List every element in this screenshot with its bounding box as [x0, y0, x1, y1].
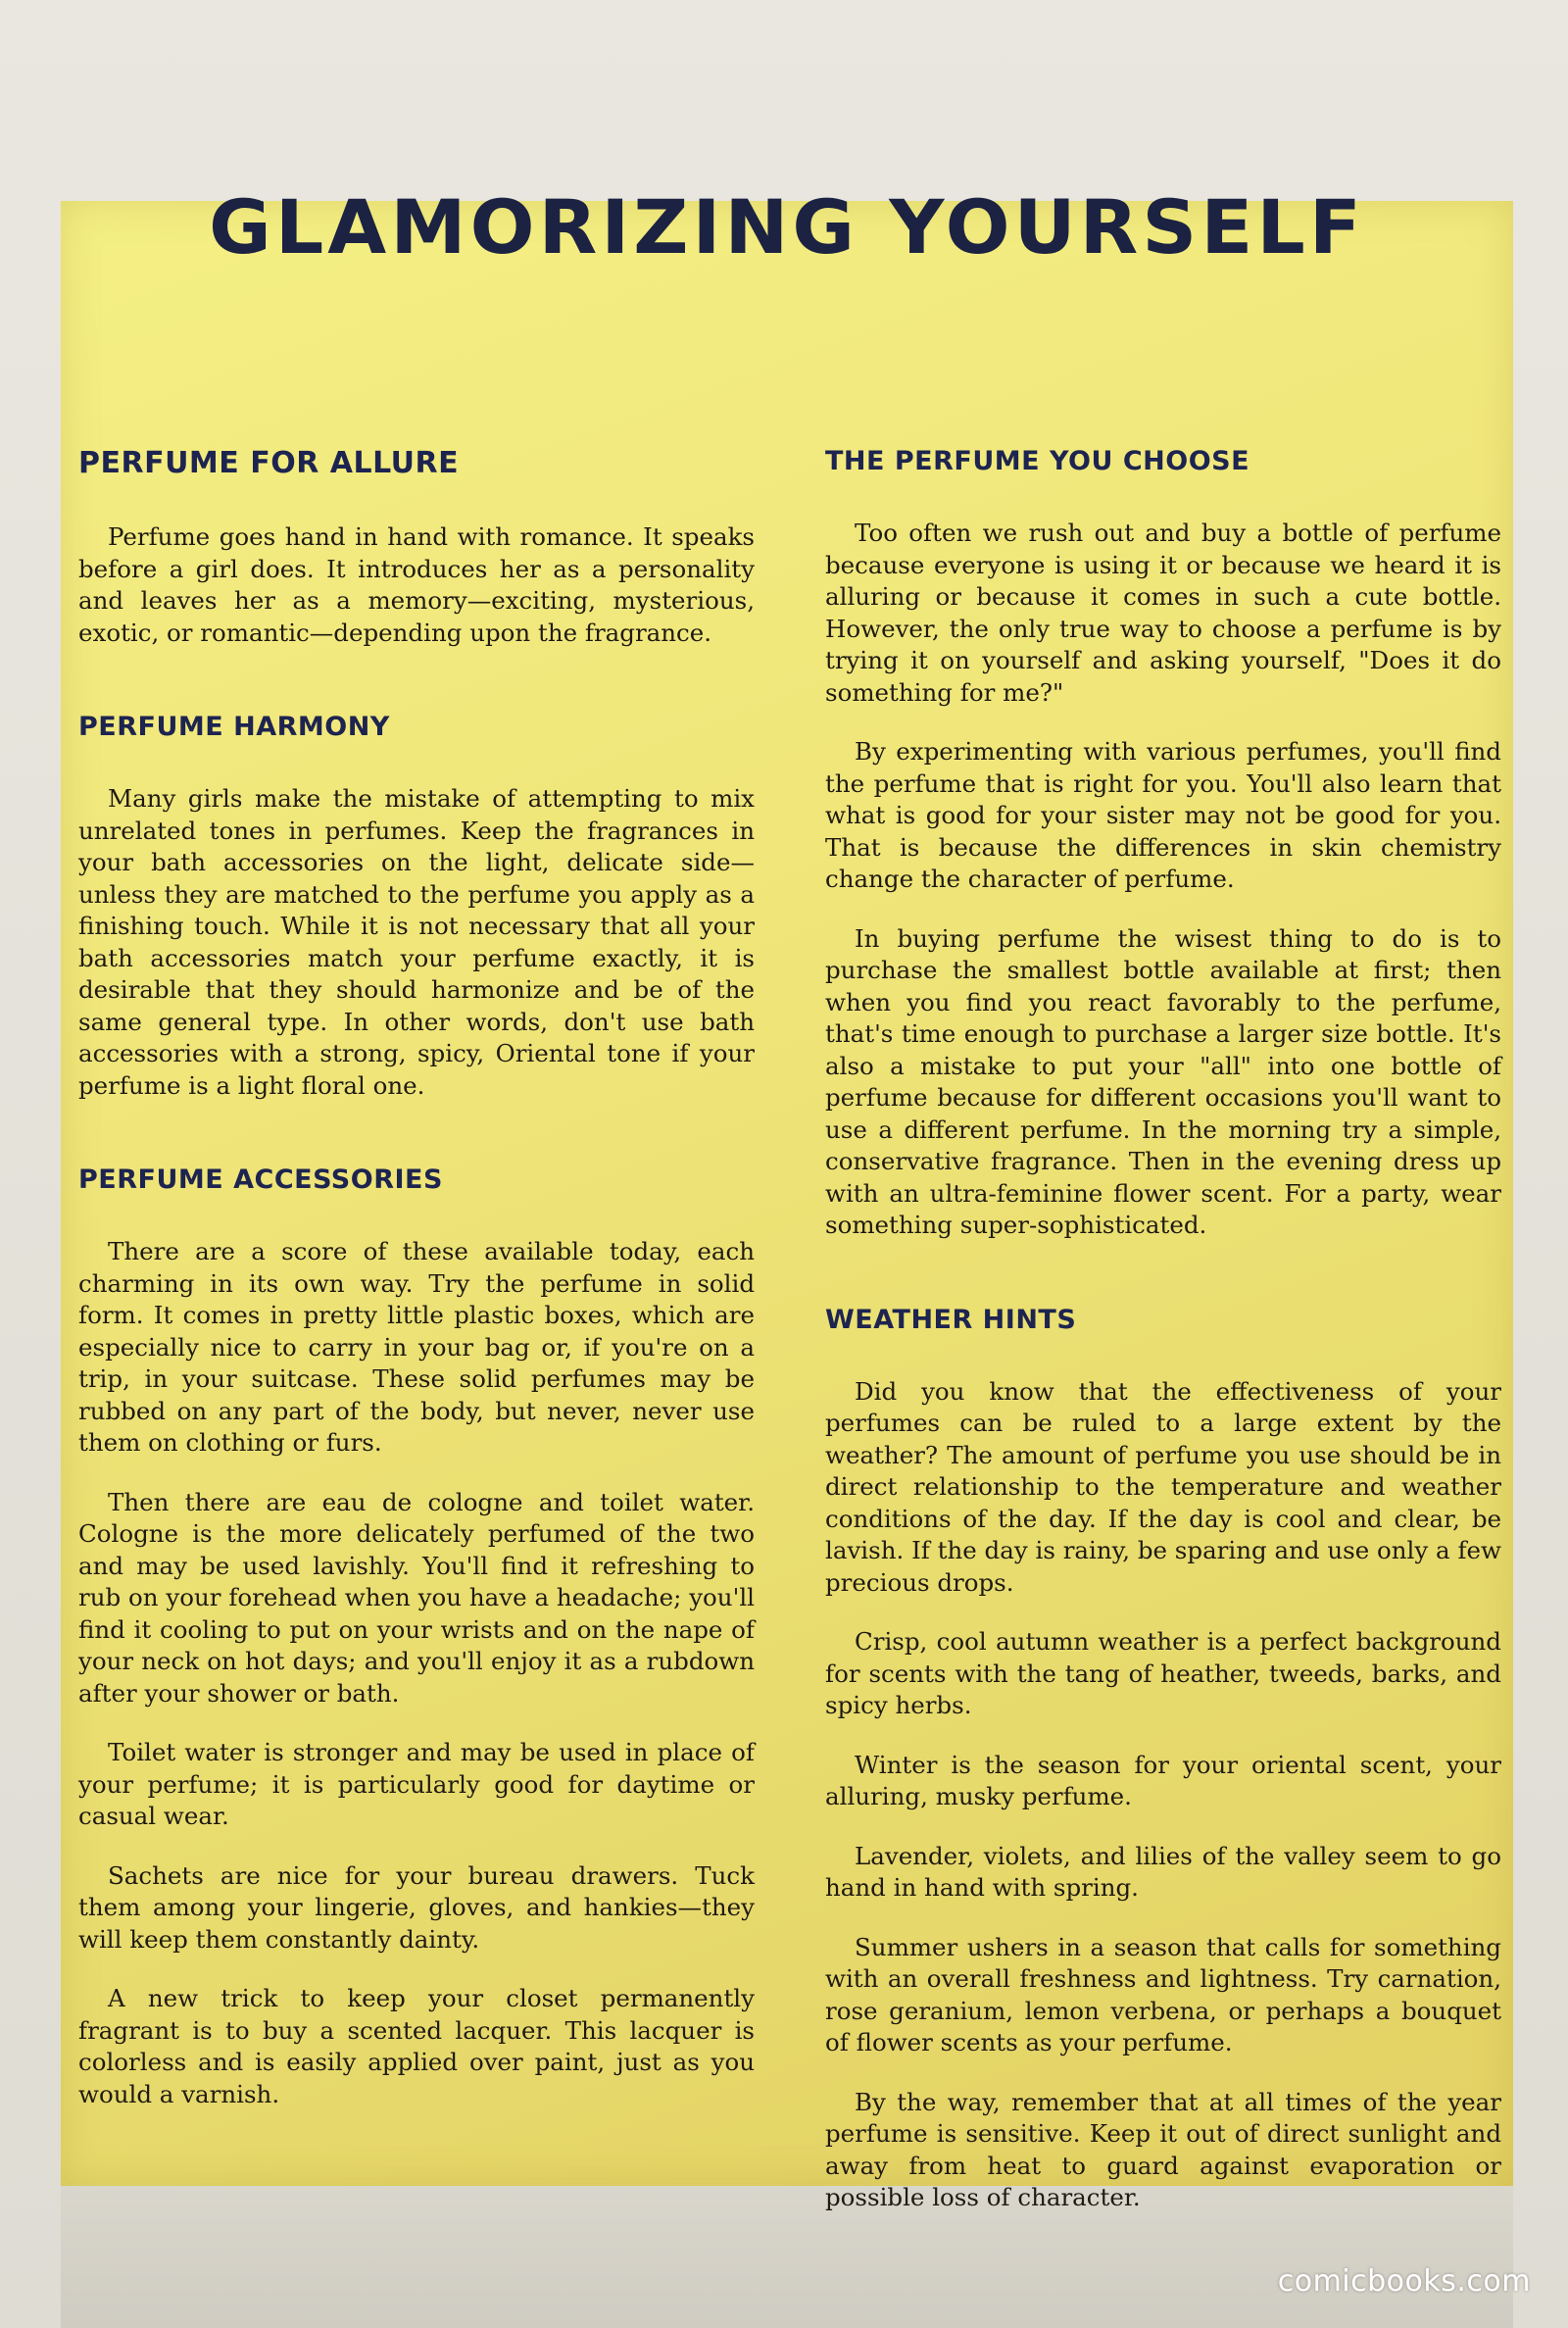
paragraph: Toilet water is stronger and may be used in place of your perfume; it is particularly good for daytime or casual wear. — [78, 1738, 755, 1830]
paragraph: Too often we rush out and buy a bottle of perfume because everyone is using it or because we heard it is alluring or because it comes in such a cute bottle. However, the only true way to choose a perfume is by trying it on yourself and asking yourself, "Does it do something for me?" — [825, 519, 1501, 707]
paragraph: Lavender, violets, and lilies of the valley seem to go hand in hand with spring. — [825, 1841, 1501, 1902]
paragraph: Crisp, cool autumn weather is a perfect background for scents with the tang of heather, tweeds, barks, and spicy herbs. — [825, 1627, 1501, 1719]
page-title: GLAMORIZING YOURSELF — [209, 183, 1365, 271]
paragraph: A new trick to keep your closet permanently fragrant is to buy a scented lacquer. This lacquer is colorless and is easily applied over paint, just as you would a varnish. — [78, 1984, 755, 2108]
section-heading: WEATHER HINTS — [825, 1304, 1077, 1335]
paragraph: Winter is the season for your oriental scent, your alluring, musky perfume. — [825, 1750, 1501, 1810]
section-the-perfume-you-choose — [825, 446, 1501, 1242]
paragraph: In buying perfume the wisest thing to do is to purchase the smallest bottle available at first; then when you find you react favorably to the perfume, that's time enough to purchase a larger size bottle. It's also a mistake to put your "all" into one bottle of perfume because for different occasions you'll want to use a different perfume. In the morning try a simple, conservative fragrance. Then in the evening dress up with an ultra-feminine flower scent. For a party, wear something super-sophisticated. — [825, 923, 1501, 1239]
paragraph: Then there are eau de cologne and toilet water. Cologne is the more delicately perfumed of the two and may be used lavishly. You'll find it refreshing to rub on your forehead when you have a headache; you'll find it cooling to put on your wrists and on the nape of your neck on hot days; and you'll enjoy it as a rubdown after your shower or bath. — [78, 1487, 755, 1708]
paragraph: Perfume goes hand in hand with romance. It speaks before a girl does. It introduces her as a personality and leaves her as a memory—exciting, mysterious, exotic, or romantic—depending upon the fragrance. — [78, 522, 755, 647]
section-weather-hints — [825, 1305, 1501, 2214]
right-column — [825, 446, 1501, 2277]
left-column — [78, 446, 755, 2173]
section-perfume-harmony — [78, 712, 755, 1102]
section-perfume-for-allure — [78, 446, 755, 649]
section-heading: PERFUME ACCESSORIES — [78, 1164, 443, 1195]
paragraph: Summer ushers in a season that calls for something with an overall freshness and lightness. Try carnation, rose geranium, lemon verbena, or perhaps a bouquet of flower scents as your perfume. — [825, 1932, 1501, 2056]
paragraph: There are a score of these available today, each charming in its own way. Try the perfume in solid form. It comes in pretty little plastic boxes, which are especially nice to carry in your bag or, if you're on a trip, in your suitcase. These solid perfumes may be rubbed on any part of the body, but never, never use them on clothing or furs. — [78, 1237, 755, 1457]
paragraph: Did you know that the effectiveness of your perfumes can be ruled to a large extent by the weather? The amount of perfume you use should be in direct relationship to the temperature and weather conditions of the day. If the day is cool and clear, be lavish. If the day is rainy, be sparing and use only a few precious drops. — [825, 1376, 1501, 1597]
section-perfume-accessories — [78, 1164, 755, 2110]
watermark-text: comicbooks.com — [1277, 2264, 1531, 2299]
paragraph: By the way, remember that at all times of the year perfume is sensitive. Keep it out of direct sunlight and away from heat to guard against evaporation or possible loss of character. — [825, 2087, 1501, 2211]
paragraph: Many girls make the mistake of attempting to mix unrelated tones in perfumes. Keep the fragrances in your bath accessories on the light, delicate side—unless they are matched to the perfume you apply as a finishing touch. While it is not necessary that all your bath accessories match your perfume exactly, it is desirable that they should harmonize and be of the same general type. In other words, don't use bath accessories with a strong, spicy, Oriental tone if your perfume is a light floral one. — [78, 784, 755, 1100]
paragraph: By experimenting with various perfumes, you'll find the perfume that is right for you. You'll also learn that what is good for your sister may not be good for you. That is because the differences in skin chemistry change the character of perfume. — [825, 737, 1501, 893]
section-heading: PERFUME HARMONY — [78, 712, 390, 742]
section-heading: PERFUME FOR ALLURE — [78, 446, 460, 480]
paragraph: Sachets are nice for your bureau drawers. Tuck them among your lingerie, gloves, and hankies—they will keep them constantly dainty. — [78, 1860, 755, 1954]
section-heading: THE PERFUME YOU CHOOSE — [825, 446, 1250, 476]
